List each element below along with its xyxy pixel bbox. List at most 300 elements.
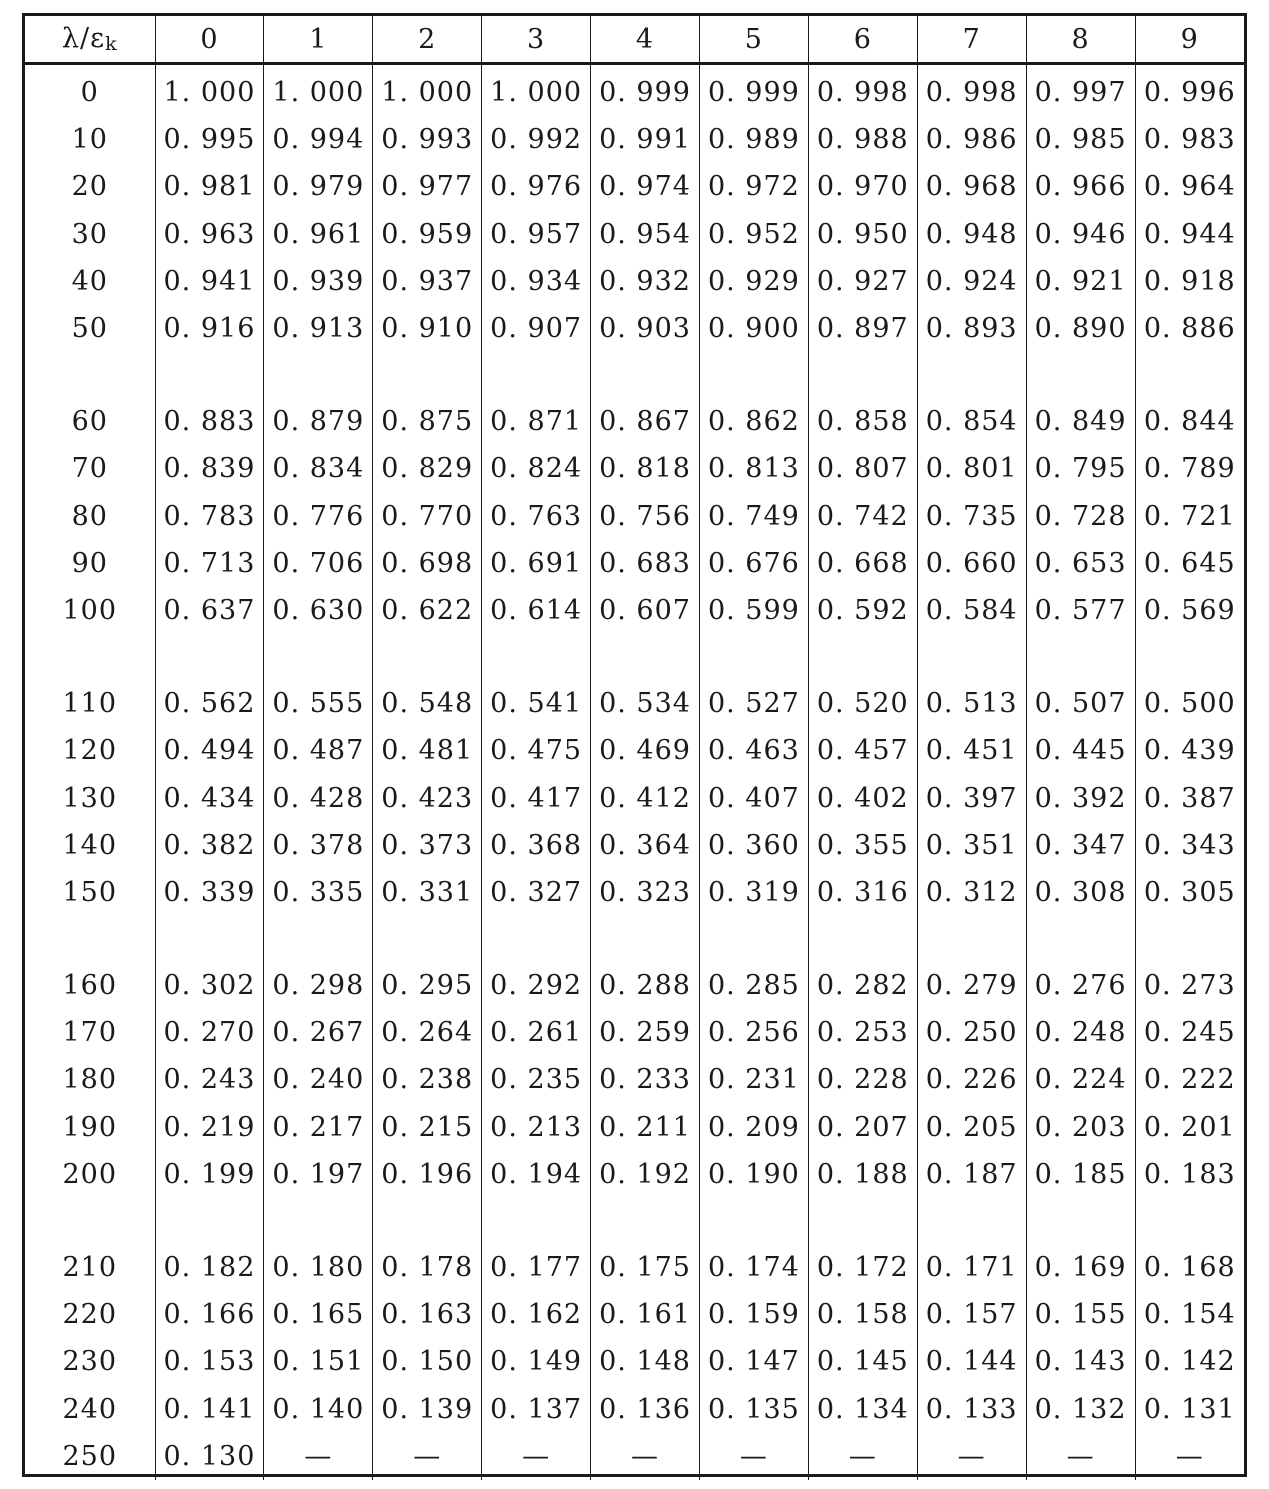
table-cell: 0. 235 <box>482 1056 591 1103</box>
table-cell: 0. 197 <box>264 1151 373 1198</box>
table-cell: 0. 999 <box>699 64 808 117</box>
table-cell: 0. 177 <box>482 1244 591 1291</box>
table-row <box>25 774 1244 821</box>
spacer-cell <box>808 1198 917 1244</box>
table-cell: 0. 783 <box>155 493 264 540</box>
row-header: 10 <box>71 124 108 156</box>
table-cell: 0. 988 <box>808 116 917 163</box>
row-header: 70 <box>71 453 108 485</box>
table-cell: 0. 824 <box>482 445 591 492</box>
table-cell: 0. 970 <box>808 163 917 210</box>
table-cell: 0. 382 <box>155 822 264 869</box>
row-header: 180 <box>62 1064 118 1096</box>
table-cell: 0. 171 <box>917 1244 1026 1291</box>
table-cell: 0. 305 <box>1135 869 1244 916</box>
table-cell: 0. 813 <box>699 445 808 492</box>
table-cell: 0. 562 <box>155 680 264 727</box>
table-row <box>25 1291 1244 1338</box>
table-cell: 0. 742 <box>808 493 917 540</box>
spacer-cell <box>699 1198 808 1244</box>
table-cell: 0. 253 <box>808 1009 917 1056</box>
group-spacer-row <box>25 634 1244 680</box>
table-cell: 0. 952 <box>699 211 808 258</box>
table-cell: 0. 844 <box>1135 398 1244 445</box>
table-row <box>25 305 1244 352</box>
table-cell: 0. 147 <box>699 1338 808 1385</box>
spacer-cell <box>591 352 700 398</box>
table-row <box>25 869 1244 916</box>
row-header: 50 <box>71 313 108 345</box>
table-cell: 0. 645 <box>1135 540 1244 587</box>
table-cell: 1. 000 <box>482 64 591 117</box>
table-cell: 0. 974 <box>591 163 700 210</box>
table-cell: 0. 185 <box>1026 1151 1135 1198</box>
table-cell: 0. 428 <box>264 774 373 821</box>
table-cell: 0. 141 <box>155 1386 264 1433</box>
row-header: 220 <box>62 1299 118 1331</box>
table-cell: 0. 180 <box>264 1244 373 1291</box>
table-cell: 0. 849 <box>1026 398 1135 445</box>
spacer-cell <box>1135 352 1244 398</box>
table-cell: 0. 963 <box>155 211 264 258</box>
table-cell: 0. 520 <box>808 680 917 727</box>
row-header: 160 <box>62 970 118 1002</box>
table-cell: 0. 158 <box>808 1291 917 1338</box>
table-cell: 0. 937 <box>373 258 482 305</box>
table-cell: 0. 992 <box>482 116 591 163</box>
table-cell: 0. 569 <box>1135 587 1244 634</box>
table-cell: 0. 166 <box>155 1291 264 1338</box>
table-cell: 0. 728 <box>1026 493 1135 540</box>
table-cell: 0. 918 <box>1135 258 1244 305</box>
table-cell: 0. 155 <box>1026 1291 1135 1338</box>
table-cell: 0. 932 <box>591 258 700 305</box>
spacer-cell <box>264 1198 373 1244</box>
group-spacer-row <box>25 916 1244 962</box>
coefficient-table-frame <box>22 13 1247 1477</box>
table-cell: 0. 368 <box>482 822 591 869</box>
table-cell: 0. 331 <box>373 869 482 916</box>
table-cell: 0. 267 <box>264 1009 373 1056</box>
table-cell: 0. 548 <box>373 680 482 727</box>
table-cell: 0. 347 <box>1026 822 1135 869</box>
table-row <box>25 116 1244 163</box>
row-header: 140 <box>62 829 118 861</box>
table-cell: 0. 387 <box>1135 774 1244 821</box>
spacer-cell <box>155 352 264 398</box>
spacer-cell <box>264 916 373 962</box>
table-cell: 0. 154 <box>1135 1291 1244 1338</box>
table-cell: 0. 957 <box>482 211 591 258</box>
table-cell: 1. 000 <box>373 64 482 117</box>
table-cell: 0. 691 <box>482 540 591 587</box>
table-cell: 0. 373 <box>373 822 482 869</box>
table-cell: 0. 481 <box>373 727 482 774</box>
table-cell: 0. 378 <box>264 822 373 869</box>
table-cell: 0. 412 <box>591 774 700 821</box>
table-cell: 0. 397 <box>917 774 1026 821</box>
table-cell: 0. 463 <box>699 727 808 774</box>
table-cell: 0. 233 <box>591 1056 700 1103</box>
table-cell: 0. 527 <box>699 680 808 727</box>
table-cell: 0. 577 <box>1026 587 1135 634</box>
table-cell: 0. 182 <box>155 1244 264 1291</box>
table-cell: 0. 637 <box>155 587 264 634</box>
table-cell: 0. 335 <box>264 869 373 916</box>
spacer-cell <box>917 634 1026 680</box>
row-header: 230 <box>62 1346 118 1378</box>
table-cell: 0. 238 <box>373 1056 482 1103</box>
row-header: 60 <box>71 406 108 438</box>
table-cell: 0. 829 <box>373 445 482 492</box>
table-cell: 0. 292 <box>482 962 591 1009</box>
table-cell: 0. 897 <box>808 305 917 352</box>
table-cell: 0. 924 <box>917 258 1026 305</box>
spacer-cell <box>25 634 155 680</box>
spacer-cell <box>917 352 1026 398</box>
corner-header-sub: k <box>105 33 118 55</box>
header-row <box>25 16 1244 64</box>
table-cell: 0. 355 <box>808 822 917 869</box>
table-cell: 0. 224 <box>1026 1056 1135 1103</box>
row-header: 120 <box>62 735 118 767</box>
table-cell: 0. 434 <box>155 774 264 821</box>
table-cell: 1. 000 <box>155 64 264 117</box>
table-cell: 0. 998 <box>917 64 1026 117</box>
table-cell: 0. 944 <box>1135 211 1244 258</box>
spacer-cell <box>917 1198 1026 1244</box>
table-cell: 0. 989 <box>699 116 808 163</box>
table-cell: 0. 976 <box>482 163 591 210</box>
row-header: 40 <box>71 265 108 297</box>
table-row <box>25 1386 1244 1433</box>
table-cell: 0. 423 <box>373 774 482 821</box>
table-cell: 0. 985 <box>1026 116 1135 163</box>
table-cell: 0. 592 <box>808 587 917 634</box>
spacer-cell <box>25 916 155 962</box>
table-cell: 0. 934 <box>482 258 591 305</box>
spacer-cell <box>373 352 482 398</box>
spacer-cell <box>155 634 264 680</box>
spacer-cell <box>1135 634 1244 680</box>
row-header: 110 <box>62 688 118 720</box>
table-cell: 0. 190 <box>699 1151 808 1198</box>
table-cell: — <box>264 1433 373 1480</box>
table-cell: 0. 999 <box>591 64 700 117</box>
table-cell: 0. 981 <box>155 163 264 210</box>
table-cell: 0. 913 <box>264 305 373 352</box>
row-header: 240 <box>62 1393 118 1425</box>
table-cell: 0. 133 <box>917 1386 1026 1433</box>
table-body <box>25 64 1244 1480</box>
spacer-cell <box>699 352 808 398</box>
spacer-cell <box>591 634 700 680</box>
row-header: 190 <box>62 1111 118 1143</box>
table-cell: 0. 295 <box>373 962 482 1009</box>
row-header: 170 <box>62 1017 118 1049</box>
table-cell: 0. 312 <box>917 869 1026 916</box>
spacer-cell <box>699 916 808 962</box>
table-cell: 0. 276 <box>1026 962 1135 1009</box>
table-cell: 0. 245 <box>1135 1009 1244 1056</box>
table-cell: 0. 946 <box>1026 211 1135 258</box>
table-cell: 0. 534 <box>591 680 700 727</box>
table-cell: 0. 854 <box>917 398 1026 445</box>
table-row <box>25 258 1244 305</box>
table-cell: 0. 954 <box>591 211 700 258</box>
table-cell: 0. 219 <box>155 1104 264 1151</box>
table-cell: 0. 607 <box>591 587 700 634</box>
table-cell: 0. 323 <box>591 869 700 916</box>
spacer-cell <box>917 916 1026 962</box>
table-row <box>25 1104 1244 1151</box>
table-cell: 1. 000 <box>264 64 373 117</box>
table-cell: 0. 929 <box>699 258 808 305</box>
table-row <box>25 1009 1244 1056</box>
spacer-cell <box>264 634 373 680</box>
table-cell: 0. 194 <box>482 1151 591 1198</box>
table-cell: 0. 599 <box>699 587 808 634</box>
table-cell: 0. 188 <box>808 1151 917 1198</box>
table-cell: 0. 308 <box>1026 869 1135 916</box>
table-row <box>25 1338 1244 1385</box>
table-cell: 0. 998 <box>808 64 917 117</box>
table-cell: 0. 795 <box>1026 445 1135 492</box>
table-cell: 0. 964 <box>1135 163 1244 210</box>
table-cell: 0. 668 <box>808 540 917 587</box>
table-cell: 0. 858 <box>808 398 917 445</box>
table-cell: 0. 900 <box>699 305 808 352</box>
table-cell: 0. 683 <box>591 540 700 587</box>
table-cell: 0. 660 <box>917 540 1026 587</box>
column-header-4: 4 <box>591 16 700 64</box>
table-row <box>25 727 1244 774</box>
spacer-cell <box>1135 1198 1244 1244</box>
table-cell: 0. 207 <box>808 1104 917 1151</box>
table-cell: 0. 175 <box>591 1244 700 1291</box>
table-cell: 0. 351 <box>917 822 1026 869</box>
table-cell: 0. 151 <box>264 1338 373 1385</box>
row-header: 130 <box>62 782 118 814</box>
table-row <box>25 64 1244 117</box>
table-row <box>25 822 1244 869</box>
column-header-3: 3 <box>482 16 591 64</box>
table-cell: 0. 948 <box>917 211 1026 258</box>
table-cell: 0. 217 <box>264 1104 373 1151</box>
table-cell: 0. 939 <box>264 258 373 305</box>
table-cell: 0. 886 <box>1135 305 1244 352</box>
table-cell: 0. 469 <box>591 727 700 774</box>
table-cell: 0. 445 <box>1026 727 1135 774</box>
table-cell: 0. 256 <box>699 1009 808 1056</box>
table-cell: — <box>808 1433 917 1480</box>
table-cell: 0. 302 <box>155 962 264 1009</box>
table-cell: 0. 879 <box>264 398 373 445</box>
table-row <box>25 540 1244 587</box>
table-cell: 0. 950 <box>808 211 917 258</box>
table-cell: 0. 959 <box>373 211 482 258</box>
table-cell: 0. 144 <box>917 1338 1026 1385</box>
table-cell: 0. 183 <box>1135 1151 1244 1198</box>
table-cell: 0. 240 <box>264 1056 373 1103</box>
spacer-cell <box>373 1198 482 1244</box>
table-cell: 0. 494 <box>155 727 264 774</box>
table-cell: 0. 907 <box>482 305 591 352</box>
column-header-8: 8 <box>1026 16 1135 64</box>
table-cell: 0. 360 <box>699 822 808 869</box>
corner-header-main: λ/ε <box>61 23 106 54</box>
table-cell: 0. 213 <box>482 1104 591 1151</box>
table-cell: 0. 961 <box>264 211 373 258</box>
table-row <box>25 587 1244 634</box>
spacer-cell <box>482 1198 591 1244</box>
table-cell: 0. 137 <box>482 1386 591 1433</box>
table-cell: 0. 991 <box>591 116 700 163</box>
table-cell: 0. 977 <box>373 163 482 210</box>
table-cell: 0. 630 <box>264 587 373 634</box>
table-cell: 0. 215 <box>373 1104 482 1151</box>
table-cell: 0. 749 <box>699 493 808 540</box>
table-cell: 0. 165 <box>264 1291 373 1338</box>
table-row <box>25 962 1244 1009</box>
column-header-5: 5 <box>699 16 808 64</box>
table-cell: 0. 134 <box>808 1386 917 1433</box>
table-row <box>25 398 1244 445</box>
table-cell: 0. 201 <box>1135 1104 1244 1151</box>
column-header-9: 9 <box>1135 16 1244 64</box>
table-cell: 0. 789 <box>1135 445 1244 492</box>
table-cell: 0. 653 <box>1026 540 1135 587</box>
table-cell: 0. 288 <box>591 962 700 1009</box>
table-cell: 0. 222 <box>1135 1056 1244 1103</box>
table-row <box>25 493 1244 540</box>
spacer-cell <box>25 352 155 398</box>
table-cell: 0. 713 <box>155 540 264 587</box>
table-cell: 0. 192 <box>591 1151 700 1198</box>
table-cell: 0. 979 <box>264 163 373 210</box>
table-cell: 0. 541 <box>482 680 591 727</box>
table-cell: 0. 927 <box>808 258 917 305</box>
table-cell: — <box>1026 1433 1135 1480</box>
table-cell: 0. 187 <box>917 1151 1026 1198</box>
table-cell: 0. 248 <box>1026 1009 1135 1056</box>
table-cell: 0. 327 <box>482 869 591 916</box>
table-cell: 0. 818 <box>591 445 700 492</box>
table-cell: 0. 143 <box>1026 1338 1135 1385</box>
table-cell: 0. 698 <box>373 540 482 587</box>
column-header-7: 7 <box>917 16 1026 64</box>
table-cell: 0. 756 <box>591 493 700 540</box>
corner-header <box>25 16 155 64</box>
table-cell: — <box>917 1433 1026 1480</box>
spacer-cell <box>808 916 917 962</box>
table-cell: 0. 763 <box>482 493 591 540</box>
table-cell: 0. 921 <box>1026 258 1135 305</box>
row-header: 20 <box>71 171 108 203</box>
table-cell: 0. 862 <box>699 398 808 445</box>
table-cell: 0. 706 <box>264 540 373 587</box>
row-header: 80 <box>71 500 108 532</box>
column-header-1: 1 <box>264 16 373 64</box>
table-cell: 0. 135 <box>699 1386 808 1433</box>
table-cell: 0. 298 <box>264 962 373 1009</box>
table-cell: 0. 153 <box>155 1338 264 1385</box>
table-cell: 0. 178 <box>373 1244 482 1291</box>
table-cell: 0. 916 <box>155 305 264 352</box>
table-cell: 0. 986 <box>917 116 1026 163</box>
table-cell: 0. 264 <box>373 1009 482 1056</box>
table-cell: 0. 770 <box>373 493 482 540</box>
spacer-cell <box>482 352 591 398</box>
table-cell: 0. 259 <box>591 1009 700 1056</box>
table-cell: 0. 136 <box>591 1386 700 1433</box>
table-cell: 0. 226 <box>917 1056 1026 1103</box>
table-cell: 0. 150 <box>373 1338 482 1385</box>
table-cell: 0. 995 <box>155 116 264 163</box>
table-cell: 0. 205 <box>917 1104 1026 1151</box>
table-cell: 0. 159 <box>699 1291 808 1338</box>
table-cell: 0. 199 <box>155 1151 264 1198</box>
table-cell: — <box>1135 1433 1244 1480</box>
spacer-cell <box>808 352 917 398</box>
table-cell: 0. 968 <box>917 163 1026 210</box>
table-cell: 0. 451 <box>917 727 1026 774</box>
spacer-cell <box>482 634 591 680</box>
table-cell: 0. 457 <box>808 727 917 774</box>
row-header: 210 <box>62 1252 118 1284</box>
table-row <box>25 680 1244 727</box>
spacer-cell <box>373 916 482 962</box>
table-cell: 0. 270 <box>155 1009 264 1056</box>
row-header: 90 <box>71 547 108 579</box>
table-cell: 0. 801 <box>917 445 1026 492</box>
table-cell: 0. 261 <box>482 1009 591 1056</box>
table-row <box>25 1056 1244 1103</box>
table-cell: 0. 282 <box>808 962 917 1009</box>
spacer-cell <box>1026 352 1135 398</box>
row-header: 150 <box>62 876 118 908</box>
spacer-cell <box>155 1198 264 1244</box>
table-cell: 0. 941 <box>155 258 264 305</box>
spacer-cell <box>155 916 264 962</box>
table-cell: 0. 910 <box>373 305 482 352</box>
table-cell: 0. 993 <box>373 116 482 163</box>
table-cell: 0. 875 <box>373 398 482 445</box>
table-cell: 0. 997 <box>1026 64 1135 117</box>
group-spacer-row <box>25 352 1244 398</box>
column-header-6: 6 <box>808 16 917 64</box>
column-header-2: 2 <box>373 16 482 64</box>
table-cell: 0. 203 <box>1026 1104 1135 1151</box>
table-cell: 0. 407 <box>699 774 808 821</box>
table-cell: 0. 162 <box>482 1291 591 1338</box>
spacer-cell <box>1026 916 1135 962</box>
table-cell: 0. 871 <box>482 398 591 445</box>
table-cell: 0. 250 <box>917 1009 1026 1056</box>
row-header: 100 <box>62 594 118 626</box>
table-cell: 0. 163 <box>373 1291 482 1338</box>
spacer-cell <box>264 352 373 398</box>
table-cell: 0. 555 <box>264 680 373 727</box>
table-cell: 0. 776 <box>264 493 373 540</box>
table-cell: 0. 273 <box>1135 962 1244 1009</box>
table-cell: 0. 168 <box>1135 1244 1244 1291</box>
table-cell: 0. 149 <box>482 1338 591 1385</box>
spacer-cell <box>699 634 808 680</box>
table-cell: 0. 513 <box>917 680 1026 727</box>
coefficient-table <box>25 16 1244 1480</box>
table-cell: 0. 131 <box>1135 1386 1244 1433</box>
